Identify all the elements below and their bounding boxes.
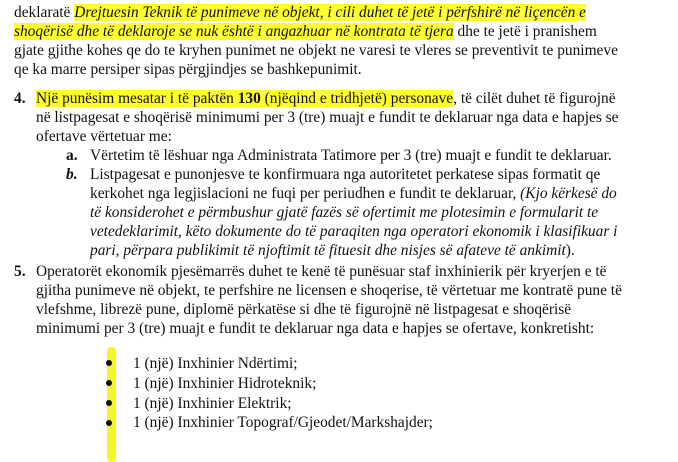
paragraph-top-line-3: gjate gjithe kohes qe do te kryhen punimet ne objekt ne varesi te vleres se preventivit te punimeve — [14, 42, 618, 59]
list-item: 1 (një) Inxhinier Ndërtimi; — [133, 355, 298, 372]
paragraph-top-line-2 — [14, 22, 597, 41]
text-span: (njëqind e tridhjetë) personave — [260, 90, 454, 107]
sub-item-b-line-2 — [90, 184, 617, 203]
bullet-icon — [106, 380, 112, 386]
item4-line-3: ofertave vërtetuar me: — [36, 128, 172, 145]
item5-line-2: gjitha punimeve në objekt, te perfshire ne licensen e shoqerise, të vërtetuar me kontratë pune të — [36, 282, 622, 299]
sub-item-b-line-1: Listpagesat e punonjesve te konfirmuara nga autoritetet perkatese sipas formatit qe — [90, 166, 601, 183]
list-item: 1 (një) Inxhinier Topograf/Gjeodet/Markshajder; — [133, 414, 433, 431]
item5-line-1: Operatorët ekonomik pjesëmarrës duhet te kenë të punësuar staf inxhinierik për kryerjen e të — [36, 263, 607, 280]
paragraph-top-line-1 — [14, 3, 666, 22]
highlighted-text — [36, 90, 453, 107]
text-span: Një punësim mesatar i të paktën — [36, 90, 238, 107]
sub-item-a-text: Vërtetim të lëshuar nga Administrata Tatimore per 3 (tre) muajt e fundit te deklaruar. — [90, 147, 612, 164]
italic-text: pari, përpara publikimit të njoftimit të fituesit dhe nisjes së afateve të ankimit — [90, 242, 566, 259]
bullet-icon — [106, 400, 112, 406]
paragraph-top-line-4: qe ka marre persiper sipas përgjindjes se bashkepunimit. — [14, 61, 362, 78]
italic-text: (Kjo kërkesë do — [520, 185, 617, 202]
item5-line-4: minimumi per 3 (tre) muajt e fundit te deklaruar nga data e hapjes se ofertave, konkretisht: — [36, 320, 595, 337]
sub-item-label-a: a. — [66, 147, 78, 164]
text-span: deklaratë — [14, 4, 75, 21]
item4-line-1 — [36, 89, 616, 108]
item-number: 4. — [14, 90, 26, 107]
text-span: kerkohet nga legjislacioni ne fuqi per periudhen e fundit te deklaruar, — [90, 185, 521, 202]
list-item: 1 (një) Inxhinier Hidroteknik; — [133, 375, 317, 392]
item-number: 5. — [14, 263, 26, 280]
list-item: 1 (një) Inxhinier Elektrik; — [133, 395, 292, 412]
sub-item-label-b: b. — [66, 166, 78, 183]
bold-number: 130 — [237, 90, 261, 107]
item5-line-3: vlefshme, librezë pune, diplomë përkatëse si dhe të figurojnë në listpagesat e shoqërisë — [36, 301, 572, 318]
highlighted-text: shoqërisë dhe të deklaroje se nuk është i angazhuar në kontrata të tjera — [14, 23, 454, 40]
item4-line-2: në listpagesat e shoqërisë minimumi per 3 (tre) muajt e fundit te deklaruar nga data e hapjes se — [36, 109, 619, 126]
bullet-icon — [106, 420, 112, 426]
text-span: ). — [565, 242, 575, 259]
text-span: dhe te jetë i pranishem — [453, 23, 597, 40]
sub-item-b-line-5 — [90, 241, 575, 260]
bullet-icon — [106, 360, 112, 366]
highlighted-text: Drejtuesin Teknik të punimeve në objekt, i cili duhet të jetë i përfshirë në liçencën e — [74, 4, 586, 21]
sub-item-b-line-3: të konsiderohet e përmbushur gjatë fazës së ofertimit me plotesimin e formularit te — [90, 204, 599, 221]
text-span: , të cilët duhet të figurojnë — [453, 90, 616, 107]
sub-item-b-line-4: vetedeklarimit, këto dokumente do të paraqiten nga operatori ekonomik i klasifikuar i — [90, 223, 618, 240]
